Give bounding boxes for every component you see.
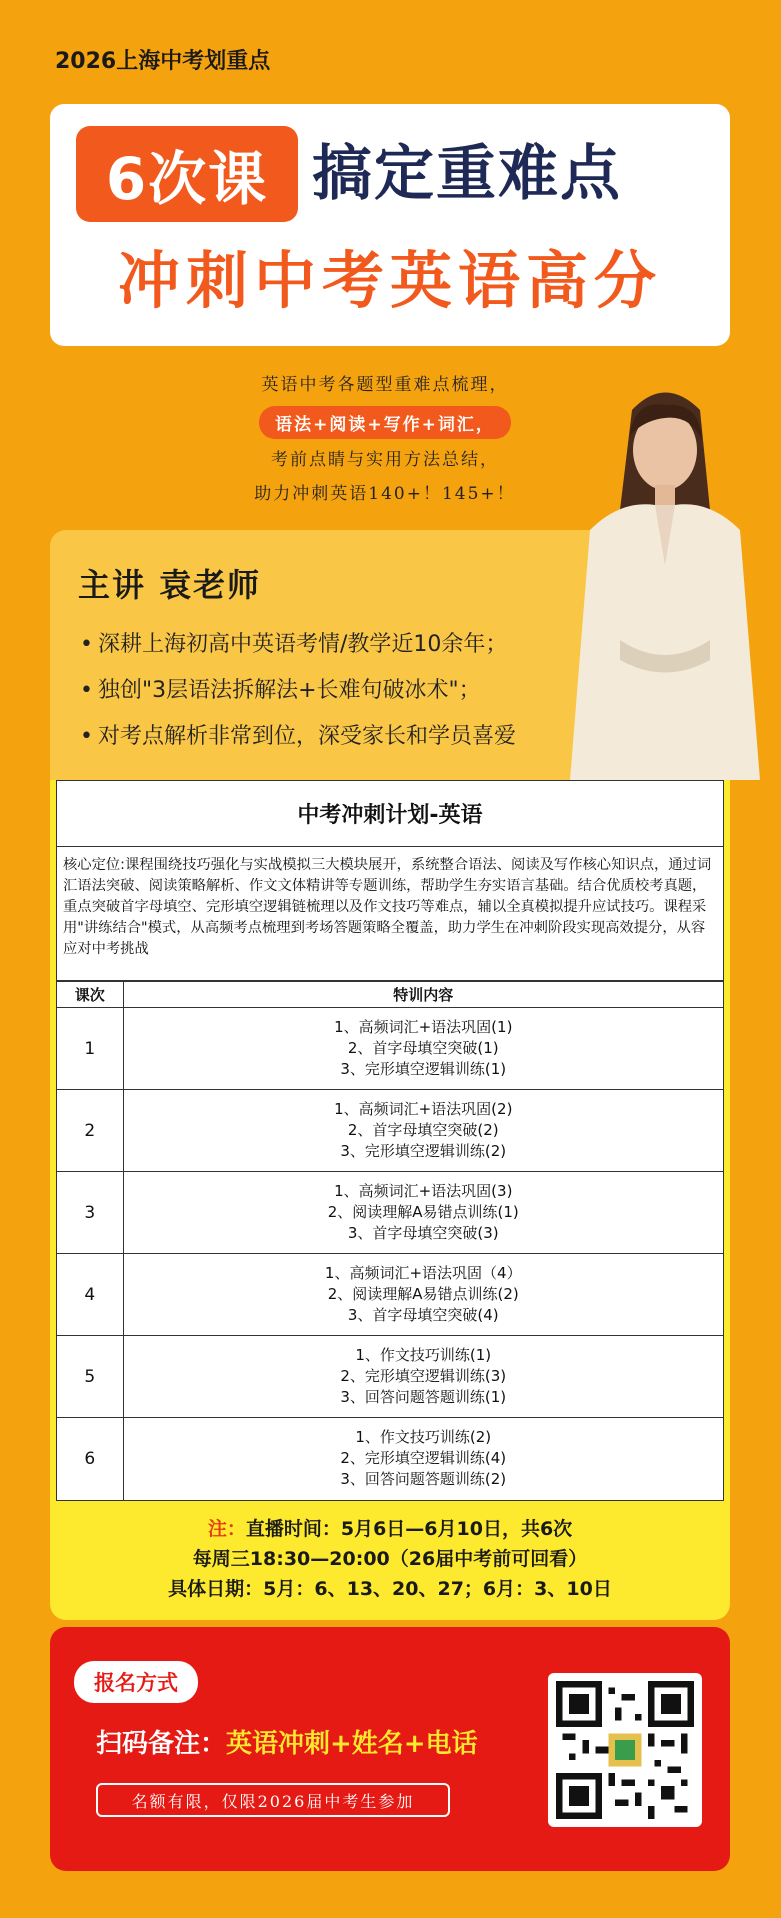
intro-line-4: 助力冲刺英语140+！145+！ — [254, 484, 516, 504]
intro-line-1: 英语中考各题型重难点梳理， — [261, 375, 509, 395]
table-row — [57, 1008, 723, 1090]
qr-code-icon — [556, 1681, 694, 1819]
hero-banner — [50, 104, 730, 346]
signup-panel — [50, 1627, 730, 1871]
col-header-content: 特训内容 — [123, 982, 723, 1008]
teacher-bullet: • 深耕上海初高中英语考情/教学近10余年； — [80, 632, 508, 657]
plan-table — [57, 981, 723, 1500]
schedule-line-1: 注：直播时间：5月6日—6月10日，共6次 — [207, 1518, 573, 1540]
intro-block — [220, 370, 550, 509]
lesson-content: 1、高频词汇+语法巩固(3) 2、阅读理解A易错点训练(1) 3、首字母填空突破(3) — [123, 1172, 723, 1254]
teacher-bullet: • 对考点解析非常到位，深受家长和学员喜爱 — [80, 724, 517, 749]
lesson-number: 5 — [57, 1336, 123, 1418]
schedule-line-3: 具体日期：5月：6、13、20、27；6月：3、10日 — [168, 1578, 612, 1600]
plan-section — [50, 780, 730, 1620]
limit-notice: 名额有限，仅限2026届中考生参加 — [96, 1783, 450, 1817]
schedule-line-2: 每周三18:30—20:00（26届中考前可回看） — [192, 1548, 588, 1570]
lesson-number: 4 — [57, 1254, 123, 1336]
teacher-bullets — [80, 622, 516, 760]
headline-primary: 搞定重难点 — [312, 139, 622, 209]
note-mark: 注： — [207, 1518, 246, 1540]
signup-tag: 报名方式 — [74, 1661, 198, 1703]
teacher-portrait-image — [560, 380, 770, 780]
lesson-count-badge: 6次课 — [76, 126, 298, 222]
qr-code-image[interactable] — [548, 1673, 702, 1827]
plan-table-header — [57, 982, 723, 1008]
lesson-content: 1、高频词汇+语法巩固（4） 2、阅读理解A易错点训练(2) 3、首字母填空突破(4) — [123, 1254, 723, 1336]
lesson-content: 1、高频词汇+语法巩固(2) 2、首字母填空突破(2) 3、完形填空逻辑训练(2) — [123, 1090, 723, 1172]
teacher-name: 主讲 袁老师 — [78, 566, 262, 604]
lesson-number: 1 — [57, 1008, 123, 1090]
plan-description: 核心定位:课程围绕技巧强化与实战模拟三大模块展开，系统整合语法、阅读及写作核心知识点，通过词汇语法突破、阅读策略解析、作文文体精讲等专题训练，帮助学生夯实语言基础。结合优质校考真题，重点突破首字母填空、完形填空逻辑链梳理以及作文技巧等难点，辅以全真模拟提升应试技巧。课程采用"讲练结合"模式，从高频考点梳理到考场答题策略全覆盖，助力学生在冲刺阶段实现高效提分，从容应对中考挑战 — [57, 847, 723, 981]
lesson-number: 2 — [57, 1090, 123, 1172]
table-row — [57, 1336, 723, 1418]
headline-secondary: 冲刺中考英语高分 — [117, 244, 662, 317]
plan-title: 中考冲刺计划-英语 — [57, 781, 723, 847]
col-header-lesson: 课次 — [57, 982, 123, 1008]
table-row — [57, 1090, 723, 1172]
intro-line-3: 考前点睛与实用方法总结， — [271, 450, 499, 470]
schedule-notes — [50, 1514, 730, 1604]
teacher-bullet: • 独创"3层语法拆解法+长难句破冰术"； — [80, 678, 481, 703]
table-row — [57, 1172, 723, 1254]
intro-highlight-pill: 语法+阅读+写作+词汇， — [259, 406, 511, 439]
scan-instruction: 扫码备注：英语冲刺+姓名+电话 — [96, 1729, 478, 1759]
lesson-content: 1、作文技巧训练(1) 2、完形填空逻辑训练(3) 3、回答问题答题训练(1) — [123, 1336, 723, 1418]
table-row — [57, 1254, 723, 1336]
table-row — [57, 1418, 723, 1500]
lesson-number: 6 — [57, 1418, 123, 1500]
plan-table-container — [56, 780, 724, 1501]
lesson-number: 3 — [57, 1172, 123, 1254]
lesson-content: 1、作文技巧训练(2) 2、完形填空逻辑训练(4) 3、回答问题答题训练(2) — [123, 1418, 723, 1500]
page-top-label: 2026上海中考划重点 — [55, 49, 271, 74]
lesson-content: 1、高频词汇+语法巩固(1) 2、首字母填空突破(1) 3、完形填空逻辑训练(1) — [123, 1008, 723, 1090]
scan-highlight: 英语冲刺+姓名+电话 — [226, 1729, 478, 1759]
